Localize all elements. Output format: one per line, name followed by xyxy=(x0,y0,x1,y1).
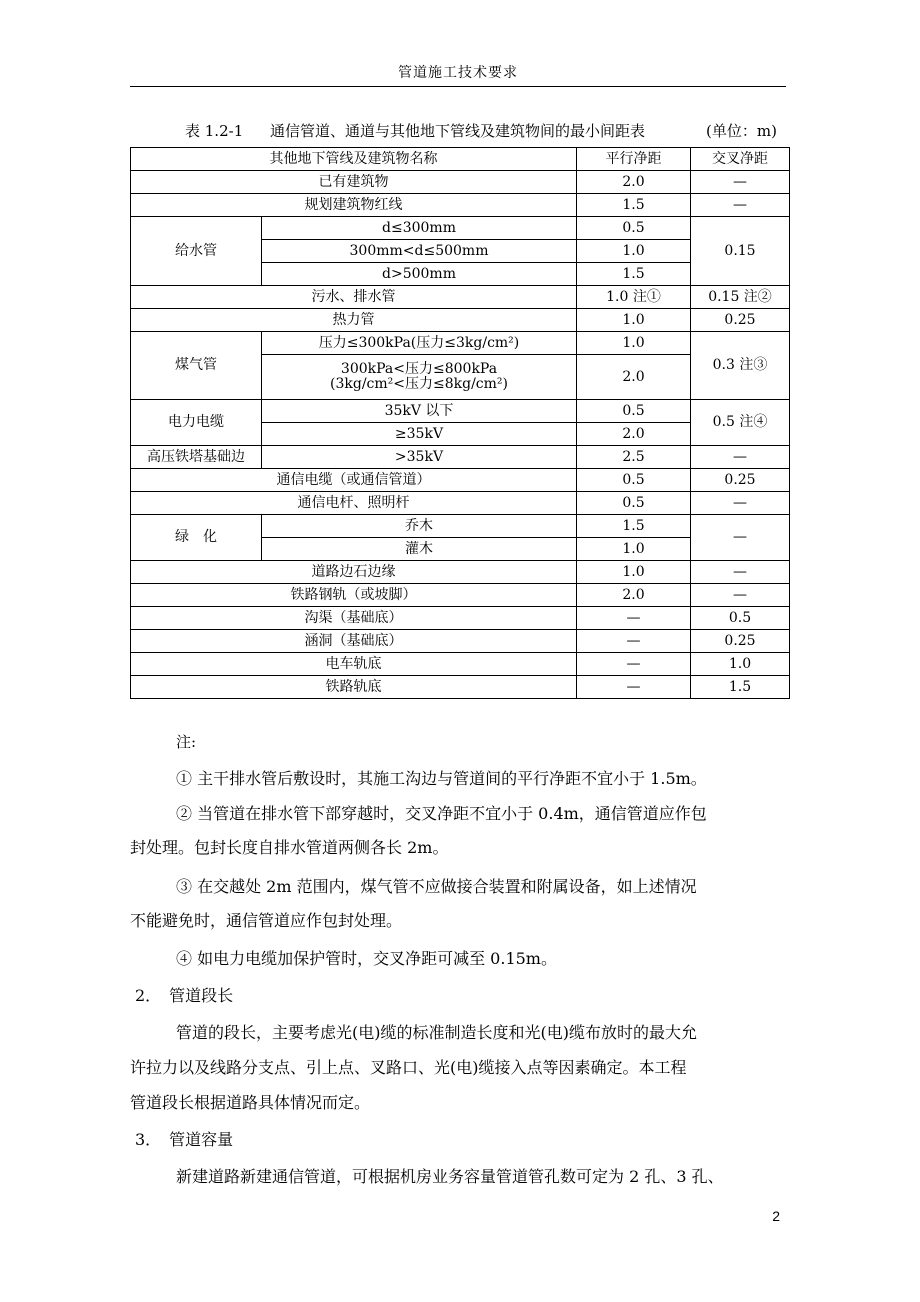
table-row xyxy=(131,515,790,538)
row-parallel: — xyxy=(577,653,691,676)
row-cross: — xyxy=(691,561,790,584)
table-row xyxy=(131,653,790,676)
section-2-line-3: 管道段长根据道路具体情况而定。 xyxy=(130,1093,371,1112)
notes-label: 注: xyxy=(176,733,197,751)
header-cross: 交叉净距 xyxy=(691,148,790,171)
row-group: 电力电缆 xyxy=(131,400,262,446)
clearance-table xyxy=(130,147,790,699)
row-parallel: 0.5 xyxy=(577,469,691,492)
row-name: d>500mm xyxy=(262,263,577,286)
table-row xyxy=(131,171,790,194)
row-cross: — xyxy=(691,446,790,469)
note-3-line-1: ③ 在交越处 2m 范围内，煤气管不应做接合装置和附属设备，如上述情况 xyxy=(176,877,697,896)
table-row xyxy=(131,492,790,515)
row-name xyxy=(262,355,577,400)
note-1: ① 主干排水管后敷设时，其施工沟边与管道间的平行净距不宜小于 1.5m。 xyxy=(176,769,707,788)
table-row xyxy=(131,286,790,309)
row-name-line: 300kPa<压力≤800kPa xyxy=(340,361,498,377)
row-parallel: 0.5 xyxy=(577,400,691,423)
row-cross: — xyxy=(691,492,790,515)
row-cross: 0.5 xyxy=(691,607,790,630)
table-row xyxy=(131,194,790,217)
row-name-line: (3kg/cm²<压力≤8kg/cm²) xyxy=(330,376,508,392)
row-parallel: — xyxy=(577,630,691,653)
note-2-line-1: ② 当管道在排水管下部穿越时，交叉净距不宜小于 0.4m，通信管道应作包 xyxy=(176,804,707,823)
row-name: 压力≤300kPa(压力≤3kg/cm²) xyxy=(262,332,577,355)
row-group: 绿 化 xyxy=(131,515,262,561)
row-name: 道路边石边缘 xyxy=(131,561,577,584)
row-cross: 0.25 xyxy=(691,469,790,492)
section-2-line-1: 管道的段长，主要考虑光(电)缆的标准制造长度和光(电)缆布放时的最大允 xyxy=(176,1023,697,1042)
row-group: 煤气管 xyxy=(131,332,262,400)
row-cross: 0.15 xyxy=(691,217,790,286)
page-number: 2 xyxy=(772,1208,780,1224)
row-name: >35kV xyxy=(262,446,577,469)
section-3-heading: 3． 管道容量 xyxy=(135,1130,234,1149)
row-cross: — xyxy=(691,194,790,217)
row-cross: 0.15 注② xyxy=(691,286,790,309)
note-3-line-2: 不能避免时，通信管道应作包封处理。 xyxy=(130,911,403,930)
table-number: 表 1.2-1 xyxy=(185,122,244,140)
table-row xyxy=(131,217,790,240)
row-parallel: 1.0 xyxy=(577,332,691,355)
table-row xyxy=(131,607,790,630)
note-2-line-2: 封处理。包封长度自排水管道两侧各长 2m。 xyxy=(130,838,449,857)
row-name: 铁路钢轨（或坡脚） xyxy=(131,584,577,607)
table-row xyxy=(131,446,790,469)
row-name: 热力管 xyxy=(131,309,577,332)
row-cross: 1.5 xyxy=(691,676,790,699)
row-parallel: — xyxy=(577,676,691,699)
row-name: 乔木 xyxy=(262,515,577,538)
table-title: 通信管道、通道与其他地下管线及建筑物间的最小间距表 xyxy=(270,122,646,140)
header-name: 其他地下管线及建筑物名称 xyxy=(131,148,577,171)
row-cross: 0.3 注③ xyxy=(691,332,790,400)
row-parallel: 1.5 xyxy=(577,194,691,217)
header-parallel: 平行净距 xyxy=(577,148,691,171)
table-row xyxy=(131,561,790,584)
row-name: ≥35kV xyxy=(262,423,577,446)
row-parallel: 2.0 xyxy=(577,423,691,446)
section-2-line-2: 许拉力以及线路分支点、引上点、叉路口、光(电)缆接入点等因素确定。本工程 xyxy=(130,1058,687,1077)
table-header-row xyxy=(131,148,790,171)
row-parallel: 0.5 xyxy=(577,217,691,240)
row-cross: — xyxy=(691,515,790,561)
section-2-heading: 2． 管道段长 xyxy=(135,986,234,1005)
note-4: ④ 如电力电缆加保护管时，交叉净距可减至 0.15m。 xyxy=(176,949,557,968)
table-row xyxy=(131,676,790,699)
row-name: 灌木 xyxy=(262,538,577,561)
row-name: 沟渠（基础底） xyxy=(131,607,577,630)
table-row xyxy=(131,630,790,653)
row-parallel: 1.0 xyxy=(577,309,691,332)
row-name: 300mm<d≤500mm xyxy=(262,240,577,263)
row-cross: 0.25 xyxy=(691,309,790,332)
row-name: 35kV 以下 xyxy=(262,400,577,423)
row-parallel: 1.5 xyxy=(577,515,691,538)
row-group: 给水管 xyxy=(131,217,262,286)
row-name: 污水、排水管 xyxy=(131,286,577,309)
row-group: 高压铁塔基础边 xyxy=(131,446,262,469)
row-cross: — xyxy=(691,171,790,194)
row-parallel: 1.5 xyxy=(577,263,691,286)
page-header: 管道施工技术要求 xyxy=(398,65,518,81)
row-cross: 0.5 注④ xyxy=(691,400,790,446)
row-name: 铁路轨底 xyxy=(131,676,577,699)
row-name: 涵洞（基础底） xyxy=(131,630,577,653)
row-parallel: 1.0 xyxy=(577,561,691,584)
table-row xyxy=(131,332,790,355)
section-3-line-1: 新建道路新建通信管道，可根据机房业务容量管道管孔数可定为 2 孔、3 孔、 xyxy=(176,1167,724,1186)
table-row xyxy=(131,309,790,332)
row-name: 已有建筑物 xyxy=(131,171,577,194)
table-row xyxy=(131,584,790,607)
row-parallel: — xyxy=(577,607,691,630)
row-cross: 1.0 xyxy=(691,653,790,676)
table-row xyxy=(131,469,790,492)
row-parallel: 2.0 xyxy=(577,584,691,607)
row-name: 电车轨底 xyxy=(131,653,577,676)
row-name: 规划建筑物红线 xyxy=(131,194,577,217)
row-parallel: 2.5 xyxy=(577,446,691,469)
row-parallel: 0.5 xyxy=(577,492,691,515)
row-name: d≤300mm xyxy=(262,217,577,240)
table-unit: (单位：m) xyxy=(706,122,777,140)
row-parallel: 1.0 xyxy=(577,538,691,561)
row-parallel: 1.0 注① xyxy=(577,286,691,309)
row-parallel: 2.0 xyxy=(577,171,691,194)
row-name: 通信电杆、照明杆 xyxy=(131,492,577,515)
row-cross: 0.25 xyxy=(691,630,790,653)
header-rule xyxy=(130,86,786,87)
row-parallel: 1.0 xyxy=(577,240,691,263)
row-name: 通信电缆（或通信管道） xyxy=(131,469,577,492)
row-cross: — xyxy=(691,584,790,607)
table-row xyxy=(131,400,790,423)
row-parallel: 2.0 xyxy=(577,355,691,400)
